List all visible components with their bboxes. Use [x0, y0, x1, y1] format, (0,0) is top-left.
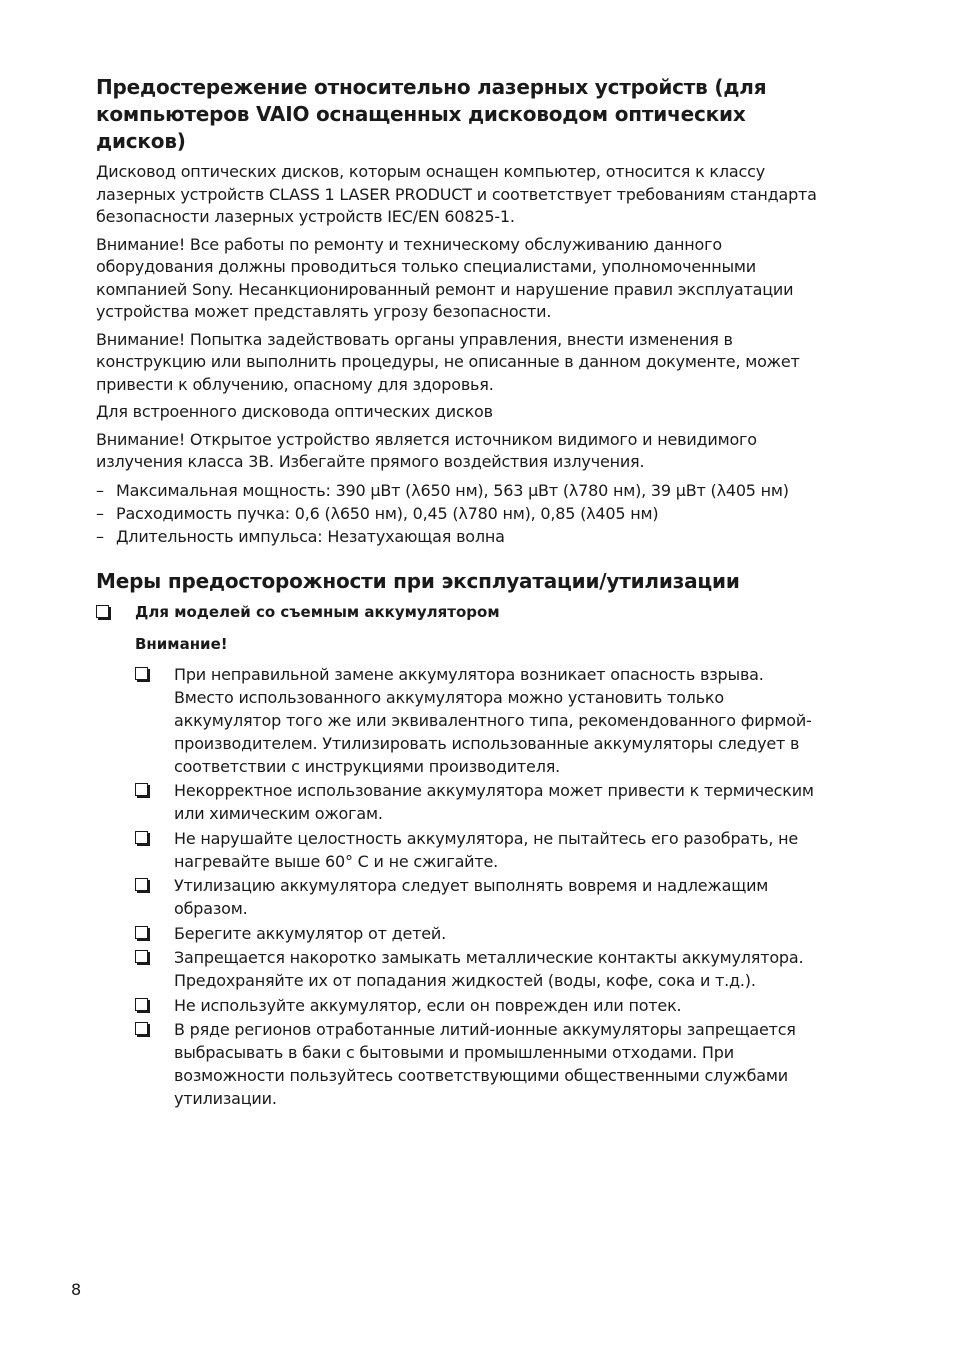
list-item	[96, 502, 826, 525]
battery-warning-list	[135, 663, 826, 1111]
item-text: Утилизацию аккумулятора следует выполнять вовремя и надлежащим образом.	[174, 876, 769, 918]
item-text: В ряде регионов отработанные литий-ионные аккумуляторы запрещается выбрасывать в баки с бытовыми и промышленными отходами. При возможности пользуйтесь соответствующими общественными службами утилизации.	[174, 1020, 796, 1108]
spec-text: Длительность импульса: Незатухающая волна	[116, 526, 505, 546]
page-content	[96, 74, 826, 1112]
item-text: При неправильной замене аккумулятора возникает опасность взрыва. Вместо использованного аккумулятора можно установить только аккумулятор того же или эквивалентного типа, рекомендованного фирмой-производителем. Утилизировать использованные аккумуляторы следует в соответствии с инструкциями производителя.	[174, 664, 812, 776]
checkbox-bullet-icon	[135, 878, 148, 891]
laser-warning-heading: Предостережение относительно лазерных устройств (для компьютеров VAIO оснащенных дисководом оптических дисков)	[96, 75, 767, 153]
list-item	[96, 479, 826, 502]
list-item	[135, 946, 826, 992]
list-item	[135, 994, 826, 1017]
checkbox-bullet-icon	[135, 998, 148, 1011]
list-item	[135, 874, 826, 920]
checkbox-bullet-icon	[135, 950, 148, 963]
paragraph: Внимание! Попытка задействовать органы управления, внести изменения в конструкцию или выполнить процедуры, не описанные в данном документе, может привести к облучению, опасному для здоровья.	[96, 329, 800, 394]
paragraph: Для встроенного дисковода оптических дисков	[96, 402, 493, 421]
paragraph: Внимание! Все работы по ремонту и техническому обслуживанию данного оборудования должны проводиться только специалистами, уполномоченными компанией Sony. Несанкционированный ремонт и нарушение правил эксплуатации устройства может представлять угрозу безопасности.	[96, 234, 794, 321]
checkbox-bullet-icon	[135, 831, 148, 844]
battery-precautions-heading: Меры предосторожности при эксплуатации/утилизации	[96, 568, 740, 593]
item-text: Запрещается накоротко замыкать металлические контакты аккумулятора. Предохраняйте их от попадания жидкостей (воды, кофе, сока и т.д.).	[174, 948, 804, 990]
paragraph: Внимание! Открытое устройство является источником видимого и невидимого излучения класса 3B. Избегайте прямого воздействия излучения.	[96, 429, 757, 471]
checkbox-bullet-icon	[135, 1022, 148, 1035]
list-item	[96, 525, 826, 548]
checkbox-bullet-icon	[135, 667, 148, 680]
dash-marker: –	[96, 526, 104, 546]
list-item	[135, 1018, 826, 1110]
item-text: Некорректное использование аккумулятора может привести к термическим или химическим ожогам.	[174, 781, 814, 823]
page-number: 8	[71, 1280, 82, 1299]
checkbox-bullet-icon	[96, 605, 109, 618]
list-item	[135, 663, 826, 778]
item-text: Не нарушайте целостность аккумулятора, не пытайтесь его разобрать, не нагревайте выше 60° C и не сжигайте.	[174, 828, 799, 871]
subheading-text: Для моделей со съемным аккумулятором	[135, 602, 500, 621]
removable-battery-subheading	[96, 601, 826, 623]
item-text: Не используйте аккумулятор, если он поврежден или потек.	[174, 995, 682, 1015]
warning-title: Внимание!	[135, 634, 228, 653]
paragraph: Дисковод оптических дисков, которым оснащен компьютер, относится к классу лазерных устройств CLASS 1 LASER PRODUCT и соответствует требованиям стандарта безопасности лазерных устройств IEC/EN 60825-1.	[96, 162, 817, 226]
dash-marker: –	[96, 480, 104, 500]
item-text: Берегите аккумулятор от детей.	[174, 923, 446, 943]
dash-marker: –	[96, 503, 104, 523]
spec-text: Максимальная мощность: 390 µВт (λ650 нм), 563 µВт (λ780 нм), 39 µВт (λ405 нм)	[116, 480, 789, 500]
laser-spec-list	[96, 479, 826, 548]
list-item	[135, 827, 826, 873]
spec-text: Расходимость пучка: 0,6 (λ650 нм), 0,45 (λ780 нм), 0,85 (λ405 нм)	[116, 503, 659, 523]
list-item	[135, 779, 826, 825]
checkbox-bullet-icon	[135, 783, 148, 796]
list-item	[135, 922, 826, 945]
checkbox-bullet-icon	[135, 926, 148, 939]
